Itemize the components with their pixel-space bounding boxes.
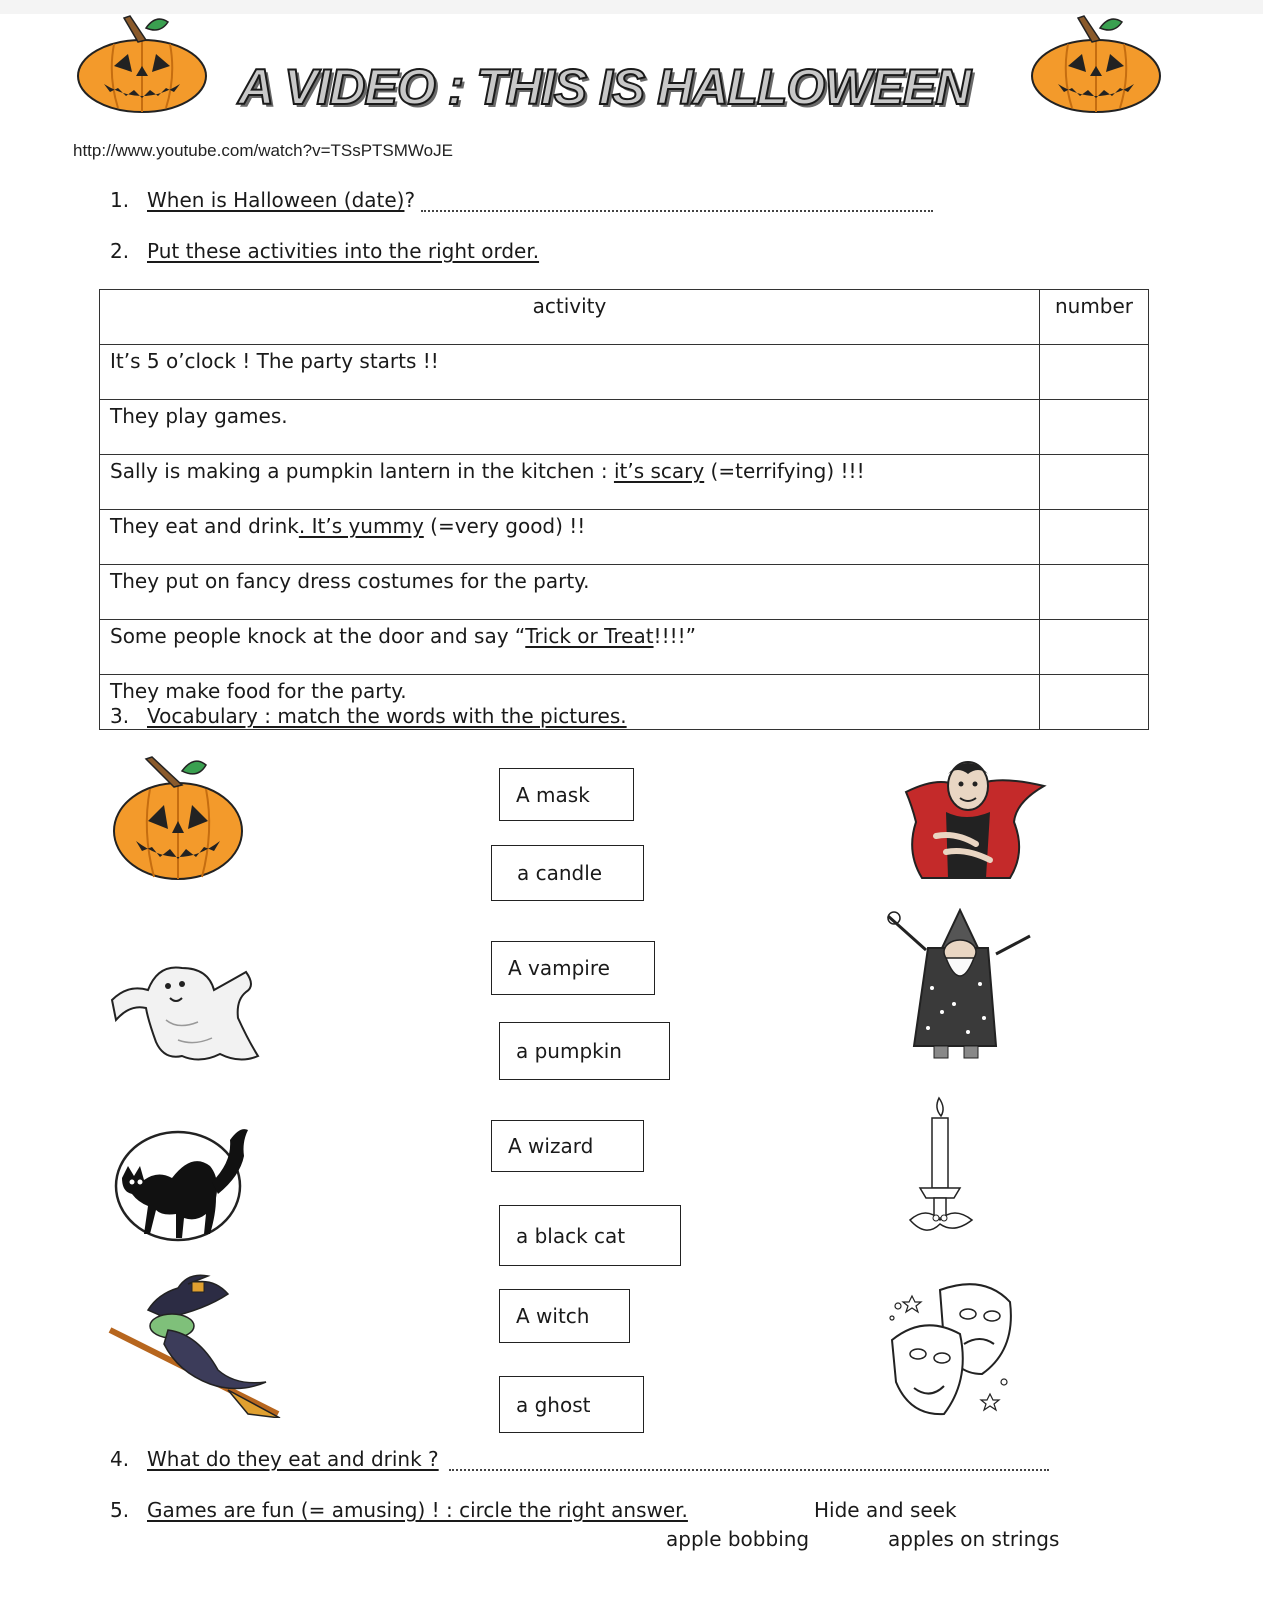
- vocab-word: a candle: [517, 861, 603, 885]
- activity-text-underlined: . It’s yummy: [298, 514, 424, 538]
- activity-text-underlined: it’s scary: [613, 459, 705, 483]
- vocab-box[interactable]: [499, 1289, 630, 1343]
- vocab-box[interactable]: [499, 1022, 670, 1080]
- number-cell[interactable]: [1040, 620, 1149, 675]
- answer-line[interactable]: [421, 196, 933, 212]
- question-number: 3.: [110, 704, 130, 728]
- question-text: Put these activities into the right order.: [147, 239, 540, 263]
- pumpkin-icon: [74, 14, 210, 114]
- activity-cell: [100, 345, 1040, 400]
- pumpkin-icon: [1028, 14, 1164, 114]
- column-header-number: number: [1040, 290, 1149, 345]
- activity-cell: [100, 455, 1040, 510]
- activity-text-underlined: Trick or Treat: [525, 624, 654, 648]
- number-cell[interactable]: [1040, 675, 1149, 730]
- top-strip: [0, 0, 1263, 14]
- wizard-icon: [884, 908, 1034, 1062]
- activity-cell: [100, 565, 1040, 620]
- activity-text: Some people knock at the door and say “: [110, 624, 526, 648]
- game-option[interactable]: apple bobbing: [666, 1527, 810, 1551]
- page-title: A VIDEO : THIS IS HALLOWEEN: [238, 59, 971, 115]
- number-cell[interactable]: [1040, 455, 1149, 510]
- vocab-box[interactable]: [499, 768, 634, 821]
- vocab-word: a black cat: [516, 1223, 626, 1248]
- activity-text: (=very good) !!: [423, 514, 586, 538]
- vocab-box[interactable]: [491, 941, 655, 995]
- activity-text: They eat and drink: [110, 514, 299, 538]
- activity-text: They put on fancy dress costumes for the party.: [110, 569, 590, 593]
- table-row: [100, 400, 1149, 455]
- question-number: 1.: [110, 188, 130, 212]
- vocab-word: a pumpkin: [516, 1039, 622, 1063]
- activity-cell: [100, 400, 1040, 455]
- vocab-box[interactable]: [499, 1205, 681, 1266]
- question-text: When is Halloween (date): [147, 188, 405, 212]
- number-cell[interactable]: [1040, 345, 1149, 400]
- question-text: Vocabulary : match the words with the pictures.: [147, 704, 627, 728]
- activity-text: (=terrifying) !!!: [704, 459, 865, 483]
- vocab-word: A mask: [516, 782, 590, 807]
- column-header-activity: activity: [100, 290, 1040, 345]
- table-header-row: [100, 290, 1149, 345]
- number-cell[interactable]: [1040, 400, 1149, 455]
- activity-text: Sally is making a pumpkin lantern in the kitchen :: [110, 459, 614, 483]
- mask-icon: [884, 1278, 1024, 1422]
- number-cell[interactable]: [1040, 510, 1149, 565]
- pumpkin-icon: [108, 755, 248, 881]
- table-row: [100, 345, 1149, 400]
- game-option[interactable]: Hide and seek: [814, 1498, 957, 1522]
- activity-cell: [100, 620, 1040, 675]
- table-row: [100, 455, 1149, 510]
- question-1: [110, 188, 933, 212]
- vocab-word: a ghost: [516, 1392, 591, 1417]
- question-text: What do they eat and drink ?: [147, 1447, 439, 1471]
- question-number: 5.: [110, 1498, 130, 1522]
- question-text: Games are fun (= amusing) ! : circle the right answer.: [147, 1498, 688, 1522]
- activity-cell: [100, 510, 1040, 565]
- table-row: [100, 620, 1149, 675]
- table-row: [100, 565, 1149, 620]
- answer-line[interactable]: [449, 1455, 1049, 1471]
- vocab-word: A wizard: [508, 1134, 594, 1158]
- activity-table: [99, 289, 1149, 730]
- vocab-word: A vampire: [508, 956, 610, 980]
- game-option[interactable]: apples on strings: [888, 1527, 1060, 1551]
- table-row: [100, 510, 1149, 565]
- activity-text: It’s 5 o’clock ! The party starts !!: [110, 349, 439, 373]
- activity-text: They make food for the party.: [110, 679, 407, 703]
- question-5: [110, 1498, 688, 1522]
- vampire-icon: [886, 752, 1048, 882]
- ghost-icon: [108, 960, 260, 1068]
- question-2: [110, 239, 539, 263]
- witch-icon: [108, 1274, 284, 1418]
- question-number: 2.: [110, 239, 130, 263]
- question-suffix: ?: [404, 188, 416, 212]
- number-cell[interactable]: [1040, 565, 1149, 620]
- activity-text: !!!!”: [653, 624, 696, 648]
- video-url[interactable]: http://www.youtube.com/watch?v=TSsPTSMWoJE: [73, 141, 453, 160]
- vocab-box[interactable]: [491, 1120, 644, 1172]
- vocab-box[interactable]: [499, 1376, 644, 1433]
- candle-icon: [906, 1094, 976, 1244]
- vocab-box[interactable]: [491, 845, 644, 901]
- black-cat-icon: [112, 1122, 254, 1246]
- question-number: 4.: [110, 1447, 130, 1471]
- activity-text: They play games.: [110, 404, 288, 428]
- vocab-word: A witch: [516, 1304, 590, 1328]
- question-4: [110, 1447, 1049, 1471]
- question-3: [110, 704, 627, 728]
